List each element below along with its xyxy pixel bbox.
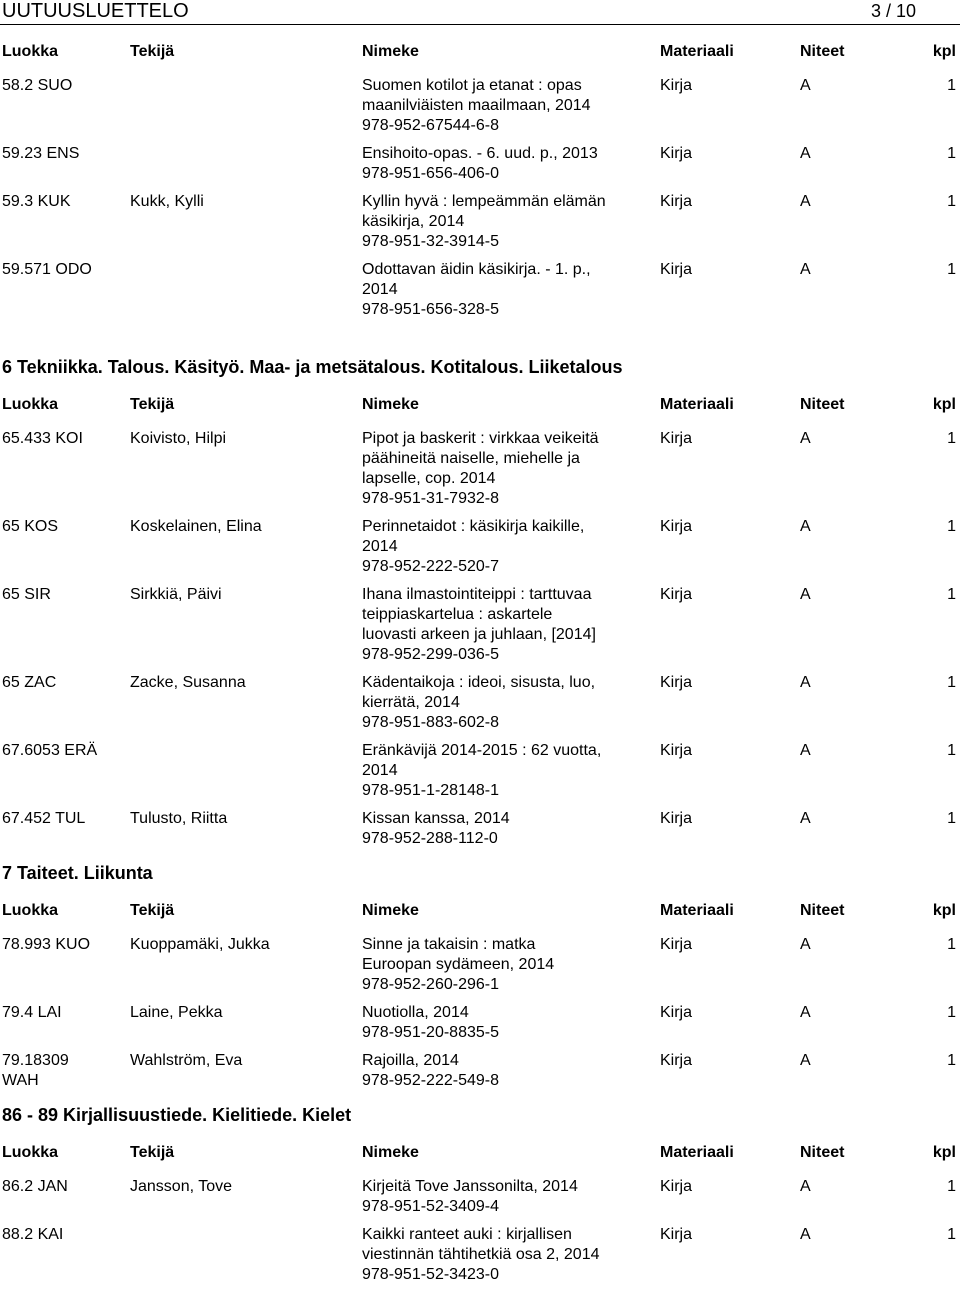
title-block [362,1177,652,1217]
author: Kukk, Kylli [130,193,204,210]
title-block [362,517,652,577]
title-block [362,935,652,995]
material: Kirja [660,1226,693,1243]
title-block [362,741,652,801]
class-code: 67.6053 ERÄ [2,742,98,759]
column-header-copies-col: Niteet [800,902,845,919]
material: Kirja [660,936,693,953]
copies-code: A [800,1004,811,1021]
header-divider [0,24,960,25]
material: Kirja [660,742,693,759]
material: Kirja [660,193,693,210]
column-header-material-col: Materiaali [660,902,734,919]
title-line: Euroopan sydämeen, 2014 [362,956,555,973]
title-block [362,585,652,665]
column-header-material-col: Materiaali [660,1144,734,1161]
section-title: 7 Taiteet. Liikunta [2,863,153,883]
author: Wahlström, Eva [130,1052,243,1069]
column-header-title-col: Nimeke [362,43,419,60]
class-code: 59.23 ENS [2,145,80,162]
count: 1 [947,145,956,162]
catalog-row [0,1177,960,1217]
title-block [362,429,652,509]
column-header-copies-col: Niteet [800,43,845,60]
author: Kuoppamäki, Jukka [130,936,270,953]
title-line: Rajoilla, 2014 [362,1052,459,1069]
class-code: 67.452 TUL [2,810,86,827]
column-header-title-col: Nimeke [362,902,419,919]
copies-code: A [800,430,811,447]
column-header-material-col: Materiaali [660,43,734,60]
author: Koivisto, Hilpi [130,430,227,447]
title-line: Kirjeitä Tove Janssonilta, 2014 [362,1178,578,1195]
column-header-copies-col: Niteet [800,1144,845,1161]
material: Kirja [660,810,693,827]
count: 1 [947,261,956,278]
column-header-material-col: Materiaali [660,396,734,413]
copies-code: A [800,936,811,953]
title-line: Nuotiolla, 2014 [362,1004,469,1021]
document-title: UUTUUSLUETTELO [2,0,189,22]
section-unnamed [0,42,960,328]
count: 1 [947,936,956,953]
isbn: 978-952-260-296-1 [362,976,499,993]
copies-code: A [800,1226,811,1243]
column-header-author-col: Tekijä [130,396,175,413]
copies-code: A [800,77,811,94]
title-line: 2014 [362,762,398,779]
count: 1 [947,810,956,827]
title-line: Sinne ja takaisin : matka [362,936,536,953]
section-tekniikka [0,356,960,857]
material: Kirja [660,261,693,278]
section-taiteet [0,862,960,1099]
catalog-row [0,76,960,136]
column-header-class-col: Luokka [2,1144,59,1161]
catalog-row [0,585,960,665]
isbn: 978-951-52-3423-0 [362,1266,499,1283]
copies-code: A [800,518,811,535]
isbn: 978-951-656-406-0 [362,165,499,182]
column-header-count-col: kpl [932,1144,956,1161]
page-header [0,0,960,22]
title-line: maanilviäisten maailmaan, 2014 [362,97,591,114]
title-line: Ihana ilmastointiteippi : tarttuvaa [362,586,592,603]
count: 1 [947,1226,956,1243]
isbn: 978-952-222-520-7 [362,558,499,575]
count: 1 [947,586,956,603]
material: Kirja [660,1004,693,1021]
column-header-class-col: Luokka [2,396,59,413]
title-block [362,1051,652,1091]
title-block [362,192,652,252]
title-line: luovasti arkeen ja juhlaan, [2014] [362,626,596,643]
class-code: 59.571 ODO [2,261,92,278]
class-code: 65 ZAC [2,674,57,691]
copies-code: A [800,674,811,691]
material: Kirja [660,145,693,162]
title-line: Suomen kotilot ja etanat : opas [362,77,582,94]
isbn: 978-951-52-3409-4 [362,1198,499,1215]
catalog-row [0,673,960,733]
catalog-row [0,144,960,184]
title-block [362,1003,652,1043]
catalog-row [0,260,960,320]
copies-code: A [800,145,811,162]
class-code: 65 KOS [2,518,59,535]
title-block [362,260,652,320]
title-line: Odottavan äidin käsikirja. - 1. p., [362,261,591,278]
copies-code: A [800,261,811,278]
count: 1 [947,1178,956,1195]
count: 1 [947,430,956,447]
author: Tulusto, Riitta [130,810,228,827]
title-block [362,809,652,849]
title-block [362,673,652,733]
column-header-copies-col: Niteet [800,396,845,413]
isbn: 978-951-31-7932-8 [362,490,499,507]
isbn: 978-951-32-3914-5 [362,233,499,250]
copies-code: A [800,810,811,827]
section-title: 86 - 89 Kirjallisuustiede. Kielitiede. Kielet [2,1105,352,1125]
count: 1 [947,742,956,759]
title-block [362,144,652,184]
author: Sirkkiä, Päivi [130,586,222,603]
author: Jansson, Tove [130,1178,232,1195]
column-header-row [0,395,960,416]
catalog-row [0,935,960,995]
title-line: 2014 [362,538,398,555]
count: 1 [947,674,956,691]
column-header-class-col: Luokka [2,43,59,60]
title-line: Kädentaikoja : ideoi, sisusta, luo, [362,674,596,691]
isbn: 978-952-299-036-5 [362,646,499,663]
isbn: 978-952-67544-6-8 [362,117,499,134]
material: Kirja [660,430,693,447]
author: Koskelainen, Elina [130,518,262,535]
material: Kirja [660,1178,693,1195]
column-header-row [0,1143,960,1164]
title-line: teippiaskartelua : askartele [362,606,553,623]
class-code: 65 SIR [2,586,51,603]
class-code: 79.4 LAI [2,1004,62,1021]
author: Laine, Pekka [130,1004,223,1021]
catalog-row [0,741,960,801]
catalog-row [0,1003,960,1043]
class-code: 79.18309 WAH [2,1052,69,1089]
column-header-author-col: Tekijä [130,43,175,60]
title-block [362,1225,652,1285]
class-code: 58.2 SUO [2,77,73,94]
title-block [362,76,652,136]
column-header-author-col: Tekijä [130,902,175,919]
column-header-row [0,42,960,63]
title-line: Pipot ja baskerit : virkkaa veikeitä [362,430,599,447]
count: 1 [947,1052,956,1069]
class-code: 86.2 JAN [2,1178,68,1195]
isbn: 978-951-1-28148-1 [362,782,499,799]
column-header-title-col: Nimeke [362,1144,419,1161]
copies-code: A [800,1052,811,1069]
count: 1 [947,77,956,94]
title-line: Ensihoito-opas. - 6. uud. p., 2013 [362,145,598,162]
title-line: viestinnän tähtihetkiä osa 2, 2014 [362,1246,600,1263]
catalog-row [0,1051,960,1091]
material: Kirja [660,674,693,691]
copies-code: A [800,193,811,210]
count: 1 [947,193,956,210]
column-header-class-col: Luokka [2,902,59,919]
material: Kirja [660,77,693,94]
copies-code: A [800,742,811,759]
material: Kirja [660,518,693,535]
isbn: 978-951-20-8835-5 [362,1024,499,1041]
catalog-row [0,1225,960,1285]
isbn: 978-952-288-112-0 [362,830,498,847]
title-line: Kaikki ranteet auki : kirjallisen [362,1226,572,1243]
column-header-count-col: kpl [932,902,956,919]
title-line: lapselle, cop. 2014 [362,470,496,487]
column-header-count-col: kpl [932,396,956,413]
class-code: 65.433 KOI [2,430,83,447]
class-code: 59.3 KUK [2,193,71,210]
column-header-row [0,901,960,922]
count: 1 [947,1004,956,1021]
isbn: 978-951-883-602-8 [362,714,499,731]
title-line: Perinnetaidot : käsikirja kaikille, [362,518,585,535]
catalog-row [0,809,960,849]
material: Kirja [660,1052,693,1069]
title-line: Kyllin hyvä : lempeämmän elämän [362,193,606,210]
catalog-row [0,192,960,252]
catalog-row [0,429,960,509]
page-number: 3 / 10 [870,1,916,21]
copies-code: A [800,1178,811,1195]
isbn: 978-952-222-549-8 [362,1072,499,1089]
column-header-title-col: Nimeke [362,396,419,413]
catalog-row [0,517,960,577]
title-line: 2014 [362,281,398,298]
isbn: 978-951-656-328-5 [362,301,499,318]
class-code: 88.2 KAI [2,1226,64,1243]
title-line: päähineitä naiselle, miehelle ja [362,450,580,467]
section-kirjallisuustiede [0,1104,960,1293]
copies-code: A [800,586,811,603]
count: 1 [947,518,956,535]
author: Zacke, Susanna [130,674,246,691]
column-header-count-col: kpl [932,43,956,60]
title-line: käsikirja, 2014 [362,213,465,230]
title-line: kierrätä, 2014 [362,694,460,711]
material: Kirja [660,586,693,603]
class-code: 78.993 KUO [2,936,91,953]
section-title: 6 Tekniikka. Talous. Käsityö. Maa- ja metsätalous. Kotitalous. Liiketalous [2,357,623,377]
title-line: Eränkävijä 2014-2015 : 62 vuotta, [362,742,602,759]
title-line: Kissan kanssa, 2014 [362,810,510,827]
column-header-author-col: Tekijä [130,1144,175,1161]
